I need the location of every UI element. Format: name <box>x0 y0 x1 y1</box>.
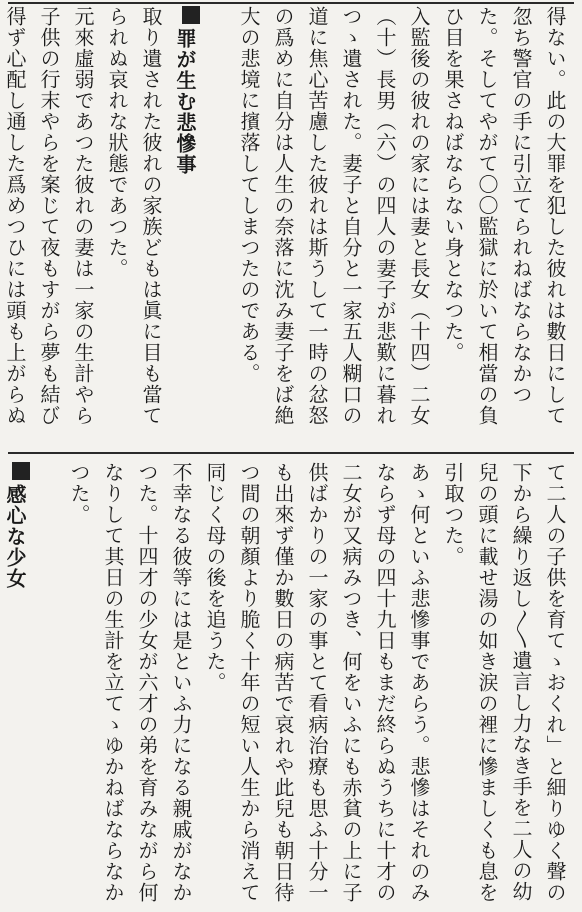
paragraph: 元來虛弱であつた彼れの妻は一家の生計やら子供の行末やらを案じて夜もすがら夢も結び得ず心配し通した爲めつひには頭も上がらぬ <box>3 6 95 426</box>
section-heading-2 <box>0 462 62 906</box>
lower-text-block <box>3 462 572 906</box>
heading-text: 感心な少女 <box>3 484 27 589</box>
paragraph: て二人の子供を育てゝおくれ」と細りゆく聲の下から繰り返し〳〵遺言し力なき手を二人の幼兒の頭に載せ湯の如き涙の裡に慘ましくも息を引取つた。 <box>441 462 567 903</box>
paragraph: あゝ何といふ悲慘事であらう。悲慘はそれのみならず母の四十九日もまだ終らぬうちに十才の二女が又病みつき、何をいふにも赤貧の上に子供ばかりの一家の事とて看病治療も思ふ十分一も出來ず僅か數日の病苦で哀れや此兒も朝日待つ間の朝顏より脆く十年の短い人生から消えて同じく母の後を追うた。 <box>203 462 431 903</box>
heading-text: 罪が生む悲慘事 <box>173 28 197 175</box>
upper-text-block <box>3 6 572 444</box>
top-rule <box>8 2 574 4</box>
section-divider <box>8 452 574 454</box>
paragraph: 不幸なる彼等には是といふ力になる親戚がなかつた。十四才の少女が六才の弟を育みながら何なりして其日の生計を立てゝゆかねばならなかつた。 <box>67 462 193 903</box>
heading-marker-icon <box>182 6 200 24</box>
heading-marker-icon <box>12 462 30 480</box>
paragraph: 入監後の彼れの家には妻と長女（十四）二女（十）長男（六）の四人の妻子が悲歎に暮れつゝ遺された。妻子と自分と一家五人糊口の道に焦心苦慮した彼れは斯うして一時の忿怒の爲めに自分は人生の奈落に沈み妻子をば絶大の悲境に擯落してしまつたのである。 <box>237 6 431 426</box>
paragraph: 取り遺された彼れの家族どもは眞に目も當てられぬ哀れな狀態であつた。 <box>105 6 163 426</box>
paragraph: 得ない。此の大罪を犯した彼れは數日にして忽ち警官の手に引立てられねばならなかつた。そしてやがて〇〇監獄に於いて相當の負ひ目を果さねばならない身となつた。 <box>441 6 567 426</box>
section-heading-1 <box>168 6 232 444</box>
